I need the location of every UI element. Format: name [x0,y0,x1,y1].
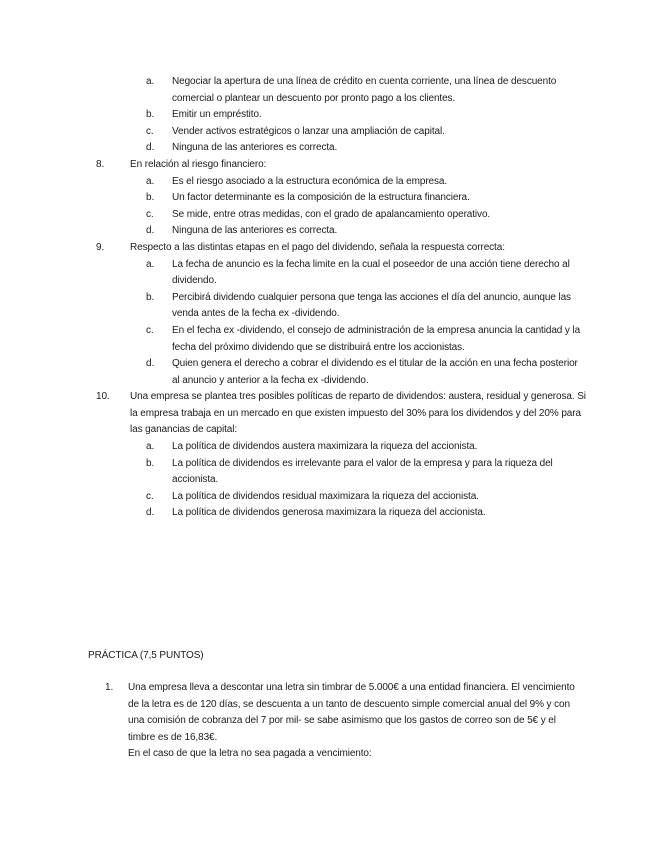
problem-paragraph: Una empresa lleva a descontar una letra sin timbrar de 5.000€ a una entidad financiera. El vencimiento de la letra es de 120 días, se descuenta a un tanto de descuento simple comercial anual del 9% y con una comisión de cobranza del 7 por mil- se sabe asimismo que los gastos de correo son de 5€ y el timbre es de 16,83€. [128,682,575,743]
question-number: 9. [96,241,105,253]
option-text: Un factor determinante es la composición de la estructura financiera. [172,192,470,204]
problem-body [128,680,583,763]
option-text: La política de dividendos es irrelevante para el valor de la empresa y para la riqueza del accionista. [172,457,553,486]
list-item [0,124,590,141]
list-item [0,190,590,207]
question-stem [0,157,590,174]
option-text: Quien genera el derecho a cobrar el dividendo es el titular de la acción en una fecha posterior al anuncio y anterior a la fecha ex -dividendo. [172,358,578,386]
question-10 [0,389,590,522]
list-item [0,505,590,522]
option-label: a. [146,258,155,270]
list-item [0,489,590,506]
list-item [0,174,590,191]
list-item [0,140,590,157]
option-label: b. [146,457,155,469]
option-text: Percibirá dividendo cualquier persona que tenga las acciones el día del anuncio, aunque las venda antes de la fecha ex -dividendo. [172,291,571,320]
question-text: En relación al riesgo financiero: [130,158,267,170]
question-9 [0,240,590,389]
practice-problem-1 [0,680,583,763]
option-text: La política de dividendos generosa maximizara la riqueza del accionista. [172,507,486,519]
question-text: Una empresa se plantea tres posibles políticas de reparto de dividendos: austera, residual y generosa. Si la empresa trabaja en un mercado en que existen impuesto del 30% para los dividendos y del 20% para las ganancias de capital: [130,391,586,436]
option-text: Negociar la apertura de una línea de crédito en cuenta corriente, una línea de descuento comercial o plantear un descuento por pronto pago a los clientes. [172,76,557,104]
question-stem [0,240,590,257]
list-item [0,456,590,489]
question-number: 8. [96,158,105,170]
question-number: 10. [96,391,110,403]
list-item [0,356,590,389]
option-text: Emitir un empréstito. [172,109,262,121]
option-label: a. [146,175,155,187]
list-item [0,207,590,224]
option-text: Vender activos estratégicos o lanzar una ampliación de capital. [172,125,445,137]
option-label: c. [146,324,154,336]
option-label: b. [146,109,155,121]
option-text: Ninguna de las anteriores es correcta. [172,142,338,154]
option-label: d. [146,225,155,237]
option-label: b. [146,192,155,204]
practice-heading: PRÁCTICA (7,5 PUNTOS) [88,650,204,661]
list-item [0,439,590,456]
option-text: Ninguna de las anteriores es correcta. [172,225,338,237]
question-text: Respecto a las distintas etapas en el pago del dividendo, señala la respuesta correcta: [130,241,505,253]
quiz-section [0,74,590,522]
option-label: d. [146,358,155,370]
option-label: a. [146,441,155,453]
option-label: c. [146,208,154,220]
list-item [0,74,590,107]
option-text: La fecha de anuncio es la fecha limite en la cual el poseedor de una acción tiene derecho al dividendo. [172,258,570,287]
option-text: La política de dividendos austera maximizara la riqueza del accionista. [172,441,478,453]
option-label: d. [146,142,155,154]
option-label: d. [146,507,155,519]
list-item [0,290,590,323]
question-8 [0,157,590,240]
list-item [0,257,590,290]
option-label: c. [146,490,154,502]
list-item [0,223,590,240]
question-stem [0,389,590,439]
problem-paragraph: En el caso de que la letra no sea pagada a vencimiento: [128,748,372,760]
option-text: Es el riesgo asociado a la estructura económica de la empresa. [172,175,448,187]
option-text: Se mide, entre otras medidas, con el grado de apalancamiento operativo. [172,208,491,220]
list-item [0,107,590,124]
problem-number: 1. [105,682,114,693]
option-text: En el fecha ex -dividendo, el consejo de administración de la empresa anuncia la cantidad y la fecha del próximo dividendo que se distribuirá entre los accionistas. [172,324,581,353]
option-text: La política de dividendos residual maximizara la riqueza del accionista. [172,490,479,502]
option-label: b. [146,291,155,303]
option-label: a. [146,76,155,87]
option-label: c. [146,125,154,137]
list-item [0,323,590,356]
